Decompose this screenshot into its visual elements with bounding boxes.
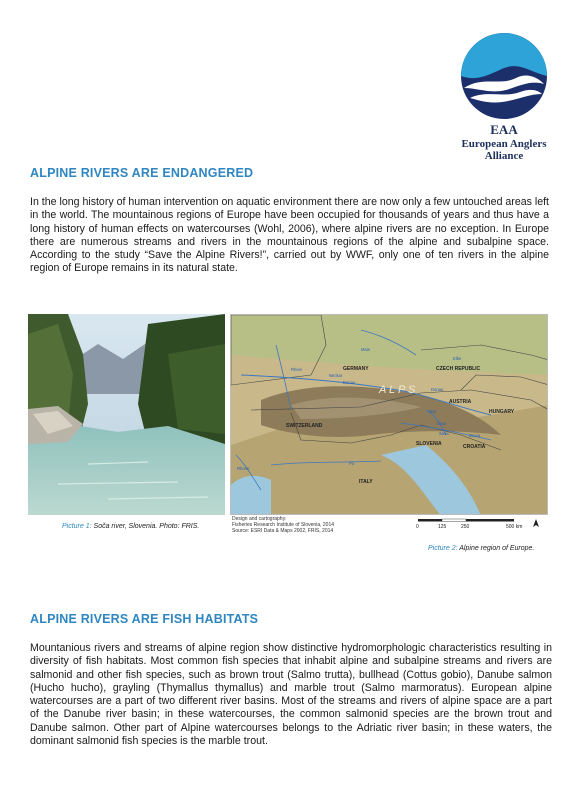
map-river-elbe: Elbe	[453, 356, 462, 361]
map-credit	[232, 516, 334, 534]
eaa-logo	[458, 32, 550, 162]
map-river-mur: Mur	[429, 409, 437, 414]
picture2-text: Alpine region of Europe.	[459, 545, 535, 552]
eaa-emblem-icon	[460, 32, 548, 120]
map-label-croatia: CROATIA	[463, 444, 486, 450]
logo-name-line2: Alliance	[484, 150, 524, 162]
picture1-caption	[62, 523, 199, 530]
map-river-rhone: Rhone	[237, 466, 250, 471]
map-label-germany: GERMANY	[343, 366, 369, 372]
map-label-czech: CZECH REPUBLIC	[436, 366, 481, 372]
map-label-slovenia: SLOVENIA	[416, 441, 442, 447]
picture1-text: Soča river, Slovenia. Photo: FRIS.	[93, 523, 200, 530]
alpine-region-map	[230, 314, 548, 515]
scale-tick-500: 500 km	[506, 524, 523, 530]
map-river-drau: Drau	[437, 421, 447, 426]
section-paragraph-endangered: In the long history of human intervention on aquatic environment there are now only a few untouched areas left in the world. The mountainous regions of Europe have been occupied for thousands of years and thus have a long history of human effects on watercourses (Wohl, 2006), where alpine rivers are no exception. In Europe there are numerous streams and rivers in the mountainous regions of the alpine and subalpine space. According to the study “Save the Alpine Rivers!”, carried out by WWF, only one of ten rivers in the alpine region of Europe remains in its natural state.	[30, 196, 549, 275]
map-river-main: Main	[361, 347, 371, 352]
map-label-hungary: HUNGARY	[489, 409, 515, 415]
map-credit-line3: Source: ESRI Data & Maps 2002, FRIS, 2014	[232, 528, 334, 534]
map-credit-line2: Fisheries Research Institute of Slovenia, 2014	[232, 522, 334, 528]
map-credit-line1: Design and cartography:	[232, 516, 287, 522]
logo-abbreviation: EAA	[490, 122, 518, 137]
map-river-drava: Drava	[469, 433, 481, 438]
section-heading-endangered: ALPINE RIVERS ARE ENDANGERED	[30, 166, 254, 180]
map-river-rhein: Rhein	[291, 367, 302, 372]
logo-name-line1: European Anglers	[461, 138, 547, 150]
map-river-sava: Sava	[439, 431, 449, 436]
north-arrow-icon	[533, 519, 539, 527]
map-river-donau: Donau	[343, 380, 356, 385]
picture1-prefix: Picture 1:	[62, 523, 92, 530]
scale-tick-0: 0	[416, 524, 419, 530]
map-label-italy: ITALY	[359, 479, 373, 485]
map-label-austria: AUSTRIA	[449, 399, 472, 405]
map-label-switzerland: SWITZERLAND	[286, 423, 323, 429]
section-heading-fish-habitats: ALPINE RIVERS ARE FISH HABITATS	[30, 612, 259, 626]
section-paragraph-fish-habitats: Mountanious rivers and streams of alpine region show distinctive hydromorphologic characteristics resulting in diversity of fish habitats. Most common fish species that inhabit alpine and subalpine streams and rivers are salmonid and other fish species, such as brown trout (Salmo trutta), bullhead (Cottus gobio), Danube salmon (Hucho hucho), grayling (Thymallus thymallus) and marble trout (Salmo marmoratus). European alpine watercourses are a part of two different river basins. Most of the streams and rivers of alpine space are a part of the Danube river basin; in these watercourses, the common salmonid species are the brown trout and Danube salmon. Other part of Alpine watercourses belongs to the Adriatic river basin; in these waters, the dominant salmonid fish species is the marble trout.	[30, 642, 552, 748]
soca-river-photo	[28, 314, 225, 515]
scale-tick-125: 125	[438, 524, 447, 530]
map-scale-bar	[416, 518, 526, 532]
map-label-alps: A L P S	[379, 384, 416, 396]
map-river-donau-east: Donau	[431, 387, 444, 392]
map-river-neckar: Neckar	[329, 373, 343, 378]
scale-tick-250: 250	[461, 524, 470, 530]
picture2-prefix: Picture 2:	[428, 545, 458, 552]
picture2-caption	[428, 545, 534, 552]
map-river-po: Po	[349, 461, 355, 466]
